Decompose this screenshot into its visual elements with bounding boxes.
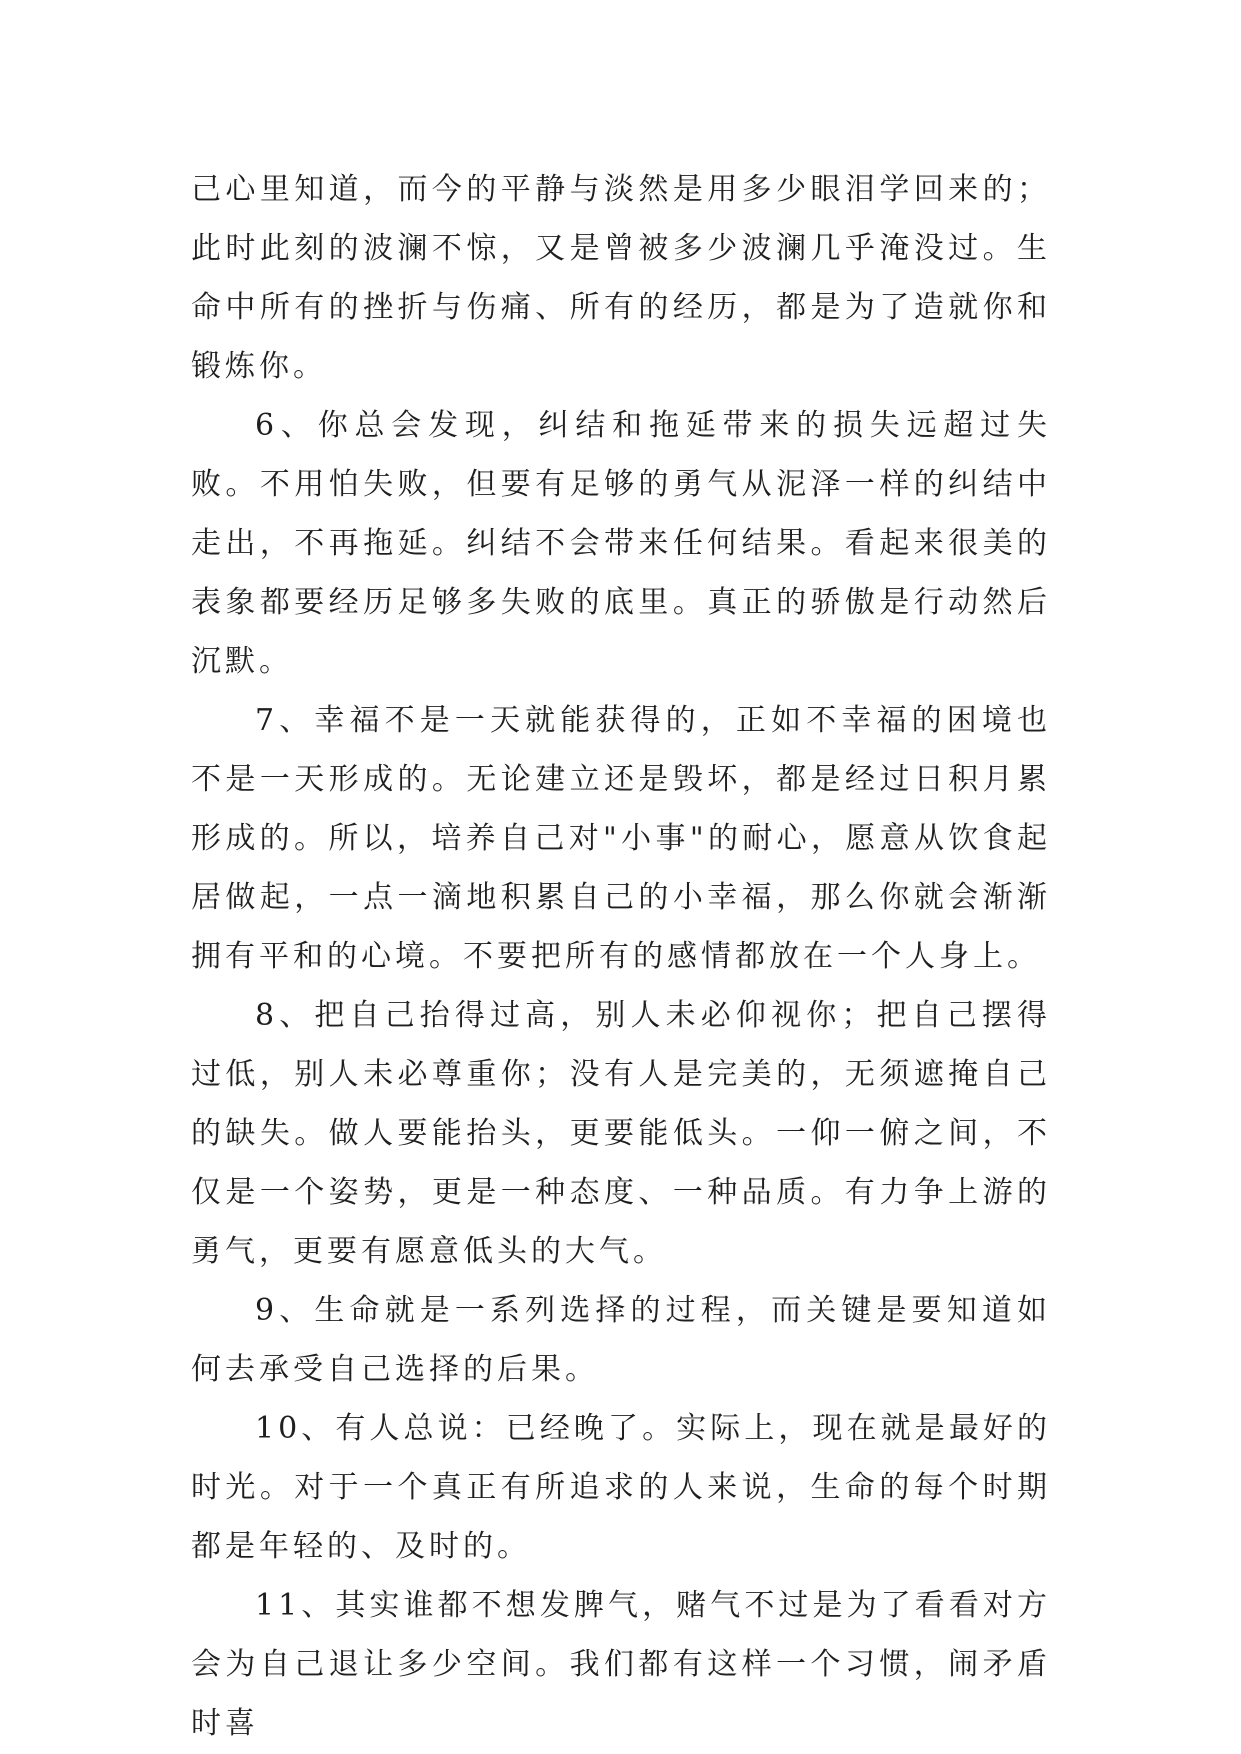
paragraph-continuation: 己心里知道，而今的平静与淡然是用多少眼泪学回来的；此时此刻的波澜不惊，又是曾被多少波澜几乎淹没过。生命中所有的挫折与伤痛、所有的经历，都是为了造就你和锻炼你。 — [191, 172, 1051, 384]
paragraph-6: 6、你总会发现，纠结和拖延带来的损失远超过失败。不用怕失败，但要有足够的勇气从泥泽一样的纠结中走出，不再拖延。纠结不会带来任何结果。看起来很美的表象都要经历足够多失败的底里。真正的骄傲是行动然后沉默。 — [191, 408, 1051, 679]
paragraph-7: 7、幸福不是一天就能获得的，正如不幸福的困境也不是一天形成的。无论建立还是毁坏，都是经过日积月累形成的。所以，培养自己对"小事"的耐心，愿意从饮食起居做起，一点一滴地积累自己的小幸福，那么你就会渐渐拥有平和的心境。不要把所有的感情都放在一个人身上。 — [191, 703, 1051, 974]
paragraph-9: 9、生命就是一系列选择的过程，而关键是要知道如何去承受自己选择的后果。 — [191, 1293, 1051, 1387]
paragraph-11: 11、其实谁都不想发脾气，赌气不过是为了看看对方会为自己退让多少空间。我们都有这样一个习惯，闹矛盾时喜 — [191, 1588, 1051, 1741]
paragraph-8: 8、把自己抬得过高，别人未必仰视你；把自己摆得过低，别人未必尊重你；没有人是完美的，无须遮掩自己的缺失。做人要能抬头，更要能低头。一仰一俯之间，不仅是一个姿势，更是一种态度、一种品质。有力争上游的勇气，更要有愿意低头的大气。 — [191, 998, 1051, 1269]
paragraph-10: 10、有人总说：已经晚了。实际上，现在就是最好的时光。对于一个真正有所追求的人来说，生命的每个时期都是年轻的、及时的。 — [191, 1411, 1051, 1564]
document-body — [191, 160, 1051, 1753]
